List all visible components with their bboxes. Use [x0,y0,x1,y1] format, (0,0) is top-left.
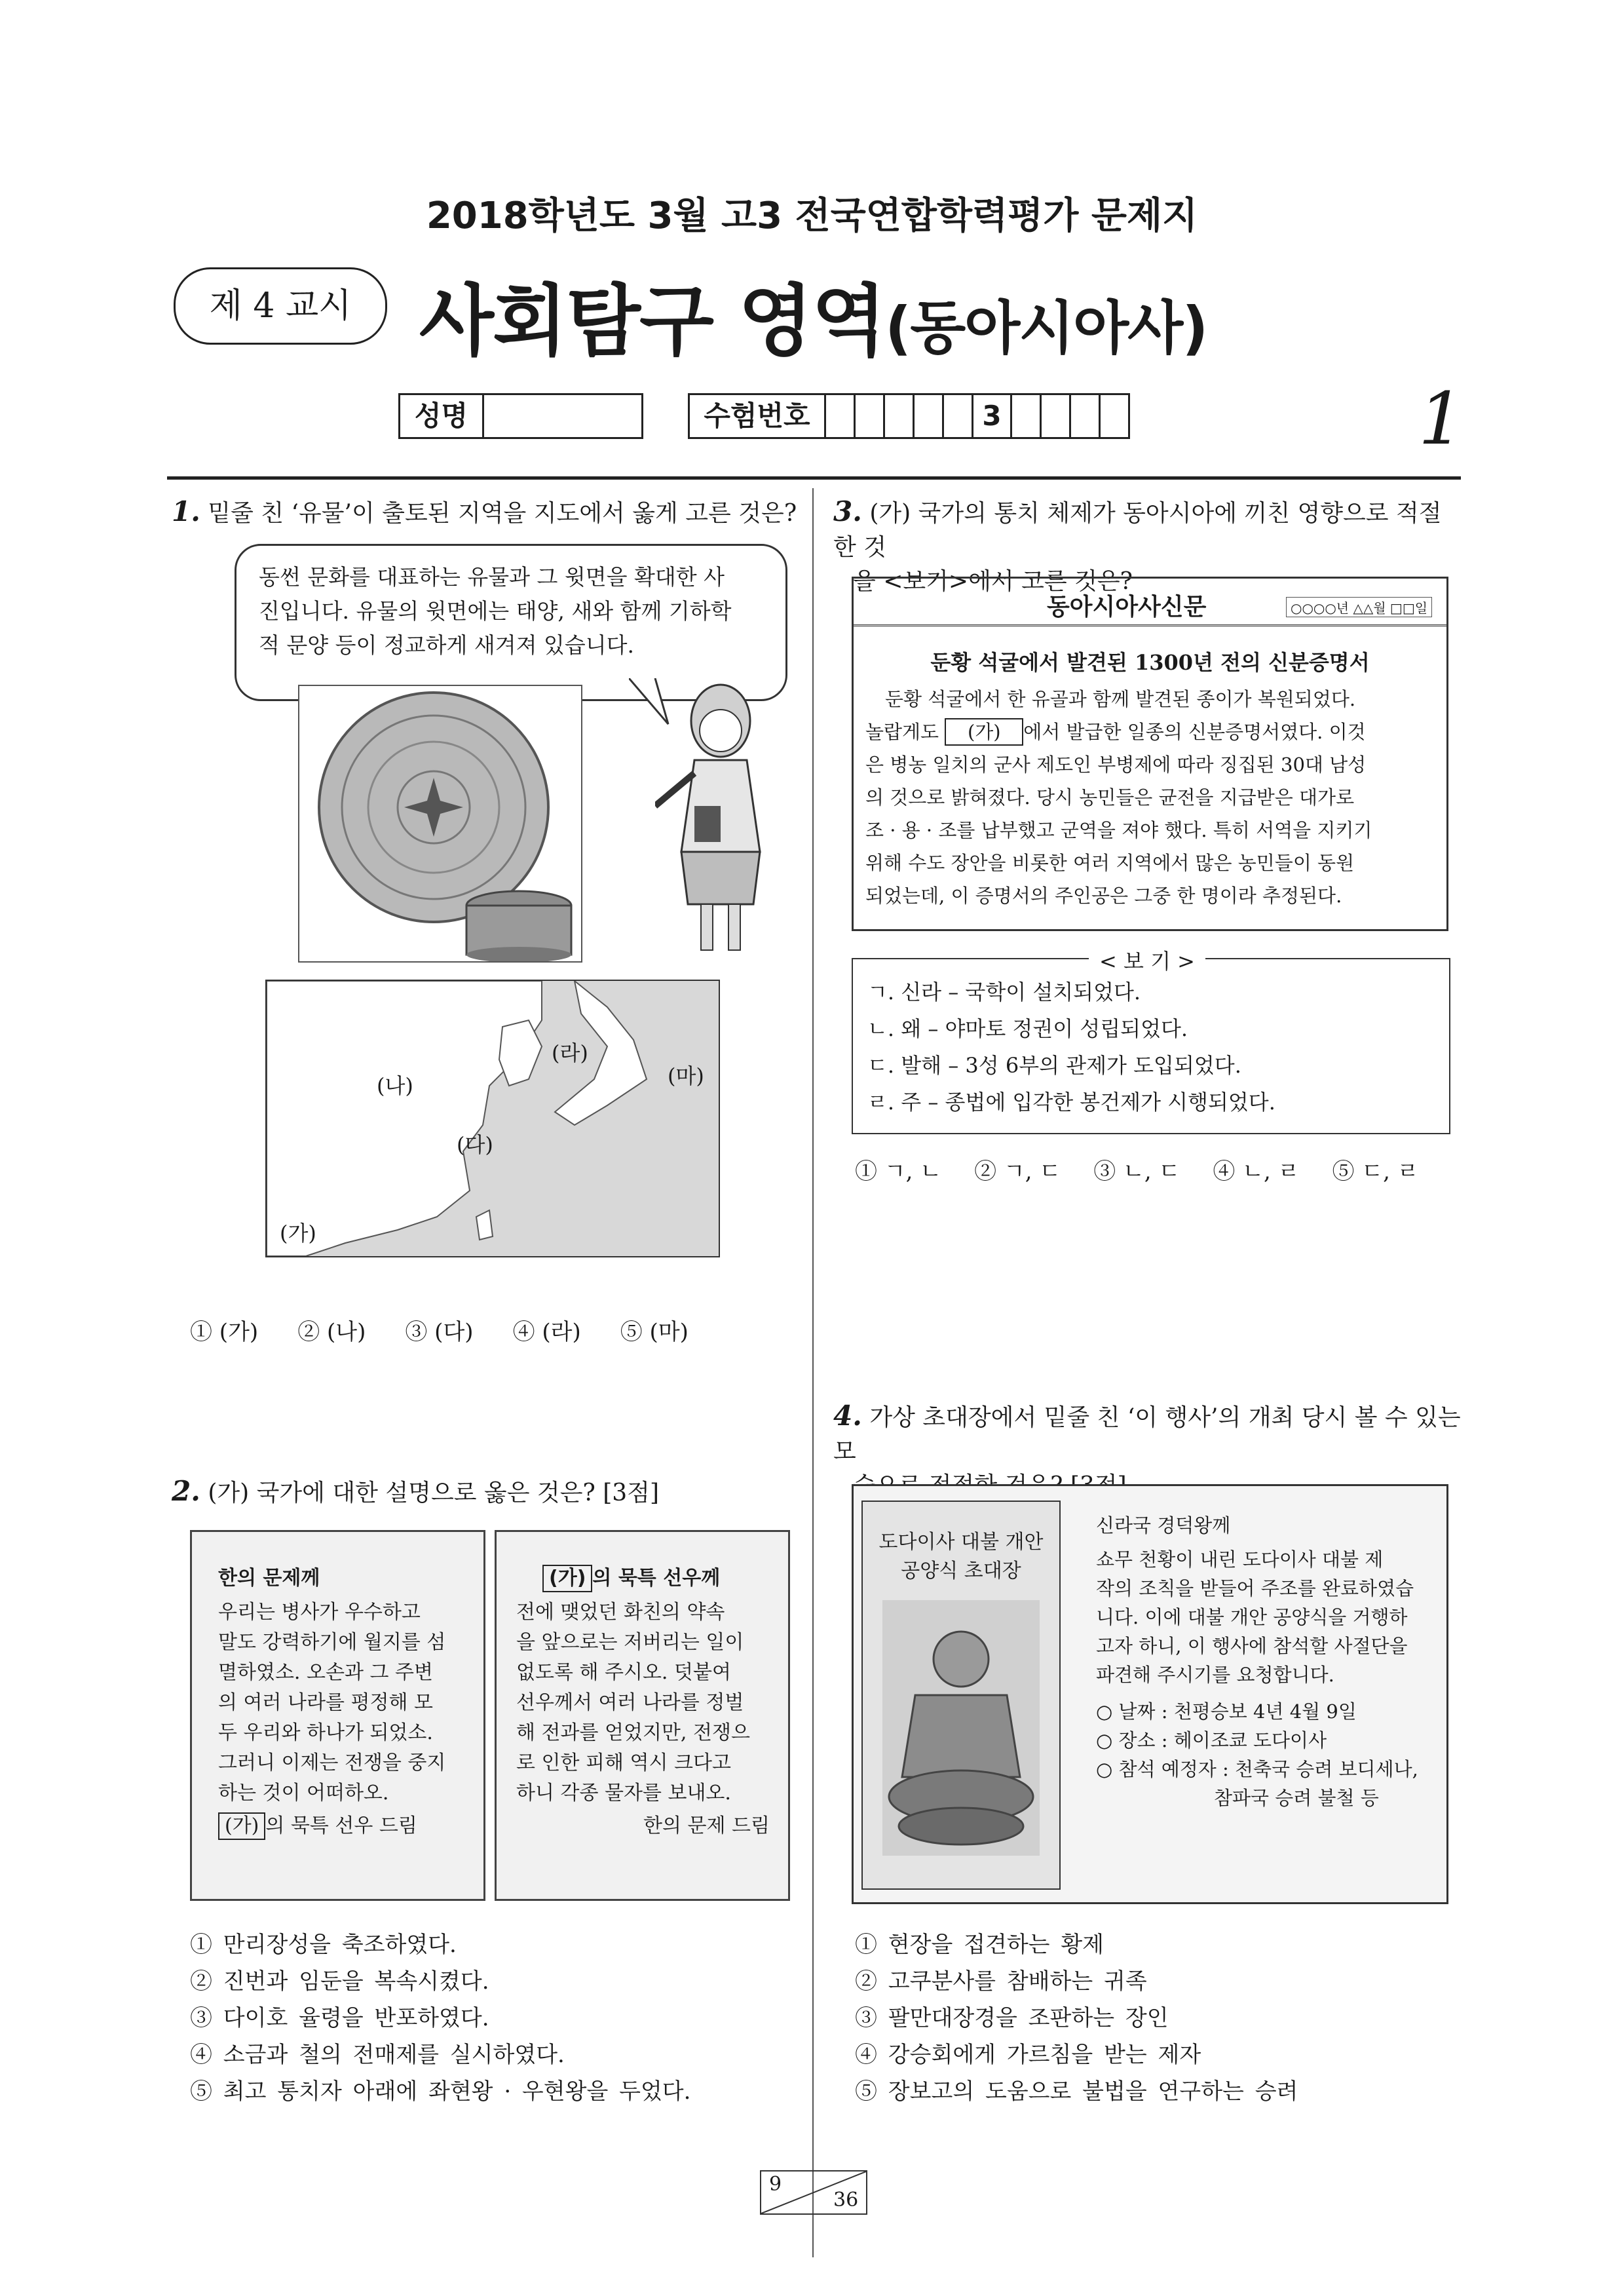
news-line: 되었는데, 이 증명서의 주인공은 그중 한 명이라 추정된다. [865,885,1342,907]
exam-number-cell[interactable] [942,393,972,439]
news-line: 의 것으로 밝혀졌다. 당시 농민들은 균전을 지급받은 대가로 [865,786,1355,809]
q1-number: 1. [172,495,200,527]
bogi-item: ㄴ. 왜 – 야마토 정권이 성립되었다. [867,1016,1188,1041]
q4-choice[interactable]: ② 고쿠분사를 참배하는 귀족 [855,1968,1147,1995]
column-divider [812,488,814,2257]
exam-title: 2018학년도 3월 고3 전국연합학력평가 문제지 [426,195,1198,237]
map-label-ra: (라) [552,1041,588,1065]
invitation-letter-line: 쇼무 천황이 내린 도다이사 대불 제 [1096,1548,1384,1571]
q2-question [172,1474,659,1510]
q3-newspaper [852,577,1448,931]
invitation-detail: ○ 참석 예정자 : 천축국 승려 보디세나, [1096,1758,1418,1780]
invitation-letter-line: 작의 조칙을 받들어 주조를 완료하였습 [1096,1577,1414,1599]
q3-text-line: 을 <보기>에서 고른 것은? [853,568,1133,595]
q2-choices [190,1926,690,2110]
bogi-item: ㄱ. 신라 – 국학이 설치되었다. [867,980,1141,1004]
map-label-ma: (마) [668,1063,704,1088]
name-label: 성명 [398,393,482,439]
invitation-detail: ○ 장소 : 헤이조쿄 도다이사 [1096,1729,1327,1751]
q4-text-line: 가상 초대장에서 밑줄 친 ‘이 행사’의 개최 당시 볼 수 있는 모 [833,1404,1461,1465]
news-line: 은 병농 일치의 군사 제도인 부병제에 따라 징집된 30대 남성 [865,754,1367,776]
q3-choice[interactable]: ① ㄱ, ㄴ [855,1158,942,1185]
q1-bubble-line: 적 문양 등이 정교하게 새겨져 있습니다. [259,632,634,658]
right-scroll-line: 을 앞으로는 저버리는 일이 [516,1631,744,1654]
left-scroll-sign-tag: (가) [218,1812,265,1840]
q2-text: (가) 국가에 대한 설명으로 옳은 것은? [3점] [208,1480,659,1506]
right-scroll-line: 해 전과를 얻었지만, 전쟁으 [516,1721,750,1744]
subject-main: 사회탐구 영역 [419,276,886,366]
map-label-ga: (가) [280,1221,316,1246]
q1-choice[interactable]: ② (나) [297,1319,366,1345]
q1-question [172,495,797,531]
period-label: 제 4 교시 [174,267,387,345]
buddha-statue-icon [882,1600,1040,1856]
q4-choice[interactable]: ① 현장을 접견하는 황제 [855,1932,1105,1958]
left-scroll-line: 그러니 이제는 전쟁을 중지 [218,1751,446,1774]
left-scroll-line: 의 여러 나라를 평정해 모 [218,1691,433,1714]
exam-number-cell[interactable] [854,393,883,439]
invitation-cover [861,1501,1061,1890]
q1-bubble-line: 진입니다. 유물의 윗면에는 태양, 새와 함께 기하학 [259,598,732,624]
q2-right-scroll [495,1530,790,1901]
invitation-title: 공양식 초대장 [901,1559,1021,1582]
exam-number-cell[interactable] [913,393,942,439]
page-total: 36 [833,2189,859,2211]
q1-choice[interactable]: ⑤ (마) [620,1319,689,1345]
bogi-item: ㄹ. 주 – 종법에 입각한 봉건제가 시행되었다. [867,1090,1275,1115]
q3-text-line: (가) 국가의 통치 체제가 동아시아에 끼친 영향으로 적절한 것 [833,500,1442,561]
right-scroll-sign: 한의 문제 드림 [643,1814,770,1837]
page-marker: 1 [1418,377,1464,461]
subject-title [419,259,1207,370]
q1-bubble-line: 동썬 문화를 대표하는 유물과 그 윗면을 확대한 사 [259,564,725,590]
teacher-figure-icon [655,681,786,957]
right-scroll-line: 선우께서 여러 나라를 정벌 [516,1691,744,1714]
subject-sub: (동아시아사) [885,294,1207,362]
q3-choice[interactable]: ② ㄱ, ㄷ [974,1158,1061,1185]
exam-number-cell[interactable] [1099,393,1130,439]
exam-number-cell[interactable] [1069,393,1099,439]
right-scroll-title-tag: (가) [542,1565,592,1592]
q2-choice[interactable]: ⑤ 최고 통치자 아래에 좌현왕 · 우현왕을 두었다. [190,2078,691,2105]
q4-choice[interactable]: ④ 강승회에게 가르침을 받는 제자 [855,2042,1201,2068]
q1-choice[interactable]: ④ (라) [512,1319,581,1345]
q2-choice[interactable]: ④ 소금과 철의 전매제를 실시하였다. [190,2042,565,2068]
q4-number: 4. [833,1400,862,1432]
right-scroll-line: 하니 각종 물자를 보내오. [516,1782,731,1805]
left-scroll-line: 말도 강력하기에 월지를 섬 [218,1631,446,1654]
q1-text: 밑줄 친 ‘유물’이 출토된 지역을 지도에서 옳게 고른 것은? [208,500,797,527]
q3-bogi-box [852,949,1450,1134]
exam-number-field[interactable] [688,393,1130,439]
exam-number-label: 수험번호 [688,393,824,439]
bogi-item: ㄷ. 발해 – 3성 6부의 관제가 도입되었다. [867,1053,1241,1078]
invitation-letter-line: 고자 하니, 이 행사에 참석할 사절단을 [1096,1635,1408,1657]
right-scroll-line: 로 인한 피해 역시 크다고 [516,1751,731,1774]
right-scroll-line: 전에 맺었던 화친의 약속 [516,1601,725,1624]
left-scroll-sign: 의 묵특 선우 드림 [265,1814,417,1837]
map-label-da: (다) [457,1132,493,1157]
exam-number-cell[interactable] [1040,393,1069,439]
invitation-letter-line: 파견해 주시기를 요청합니다. [1096,1664,1334,1686]
invitation-letter-line: 니다. 이에 대불 개안 공양식을 거행하 [1096,1606,1408,1628]
bogi-title: < 보 기 > [1089,945,1205,975]
news-tag: (가) [945,718,1023,746]
name-input-box[interactable] [482,393,643,439]
map-label-na: (나) [377,1073,413,1098]
page-current: 9 [769,2173,782,2196]
news-line: 에서 발급한 일종의 신분증명서였다. 이것 [1023,721,1366,743]
exam-number-digit: 3 [972,393,1010,439]
q4-invitation [852,1484,1448,1904]
bronze-drum-photo [298,685,582,963]
exam-number-cell[interactable] [1010,393,1040,439]
left-scroll-line: 멸하였소. 오손과 그 주변 [218,1661,433,1684]
left-scroll-line: 두 우리와 하나가 되었소. [218,1721,433,1744]
newspaper-name: 동아시아사신문 [1047,594,1207,621]
news-line: 놀랍게도 [865,721,939,743]
invitation-addressee: 신라국 경덕왕께 [1096,1514,1231,1537]
map-drawing-icon [267,981,719,1256]
q4-choice[interactable]: ⑤ 장보고의 도움으로 불법을 연구하는 승려 [855,2078,1298,2105]
invitation-title: 도다이사 대불 개안 [878,1531,1044,1554]
q4-choices [855,1926,1298,2110]
newspaper-headline: 둔황 석굴에서 발견된 1300년 전의 신분증명서 [930,650,1370,675]
right-scroll-title: 의 묵특 선우께 [592,1567,721,1590]
east-asia-map [265,980,720,1257]
left-scroll-title: 한의 문제께 [218,1567,320,1590]
news-line: 둔황 석굴에서 한 유골과 함께 발견된 종이가 복원되었다. [885,688,1356,710]
q2-choice[interactable]: ② 진번과 임둔을 복속시켰다. [190,1968,489,1995]
news-line: 위해 수도 장안을 비롯한 여러 지역에서 많은 농민들이 동원 [865,852,1355,874]
q1-choice[interactable]: ① (가) [190,1319,259,1345]
q2-choice[interactable]: ① 만리장성을 축조하였다. [190,1932,457,1958]
q3-number: 3. [833,495,862,527]
q2-left-scroll [190,1530,485,1901]
q3-choice[interactable]: ④ ㄴ, ㄹ [1213,1158,1300,1185]
q4-choice[interactable]: ③ 팔만대장경을 조판하는 장인 [855,2005,1169,2031]
right-scroll-line: 없도록 해 주시오. 덧붙여 [516,1661,731,1684]
news-line: 조 · 용 · 조를 납부했고 군역을 져야 했다. 특히 서역을 지키기 [865,819,1372,841]
header-rule [167,476,1461,480]
newspaper-date: ○○○○년 △△월 □□일 [1286,597,1432,617]
invitation-detail: 참파국 승려 불철 등 [1214,1787,1379,1809]
page-counter [760,2170,867,2215]
q1-speech-bubble [235,544,787,701]
q3-choices [855,1153,1419,1185]
exam-number-cell[interactable] [824,393,854,439]
exam-number-cell[interactable] [883,393,913,439]
left-scroll-line: 우리는 병사가 우수하고 [218,1601,421,1624]
q1-choices [190,1314,689,1346]
q1-choice[interactable]: ③ (다) [405,1319,474,1345]
invitation-detail: ○ 날짜 : 천평승보 4년 4월 9일 [1096,1700,1357,1723]
q3-choice[interactable]: ③ ㄴ, ㄷ [1093,1158,1180,1185]
q2-number: 2. [172,1475,200,1507]
left-scroll-line: 하는 것이 어떠하오. [218,1782,389,1805]
q2-choice[interactable]: ③ 다이호 율령을 반포하였다. [190,2005,489,2031]
name-field[interactable] [398,393,643,439]
q3-choice[interactable]: ⑤ ㄷ, ㄹ [1332,1158,1419,1185]
bronze-drum-icon [299,686,581,961]
